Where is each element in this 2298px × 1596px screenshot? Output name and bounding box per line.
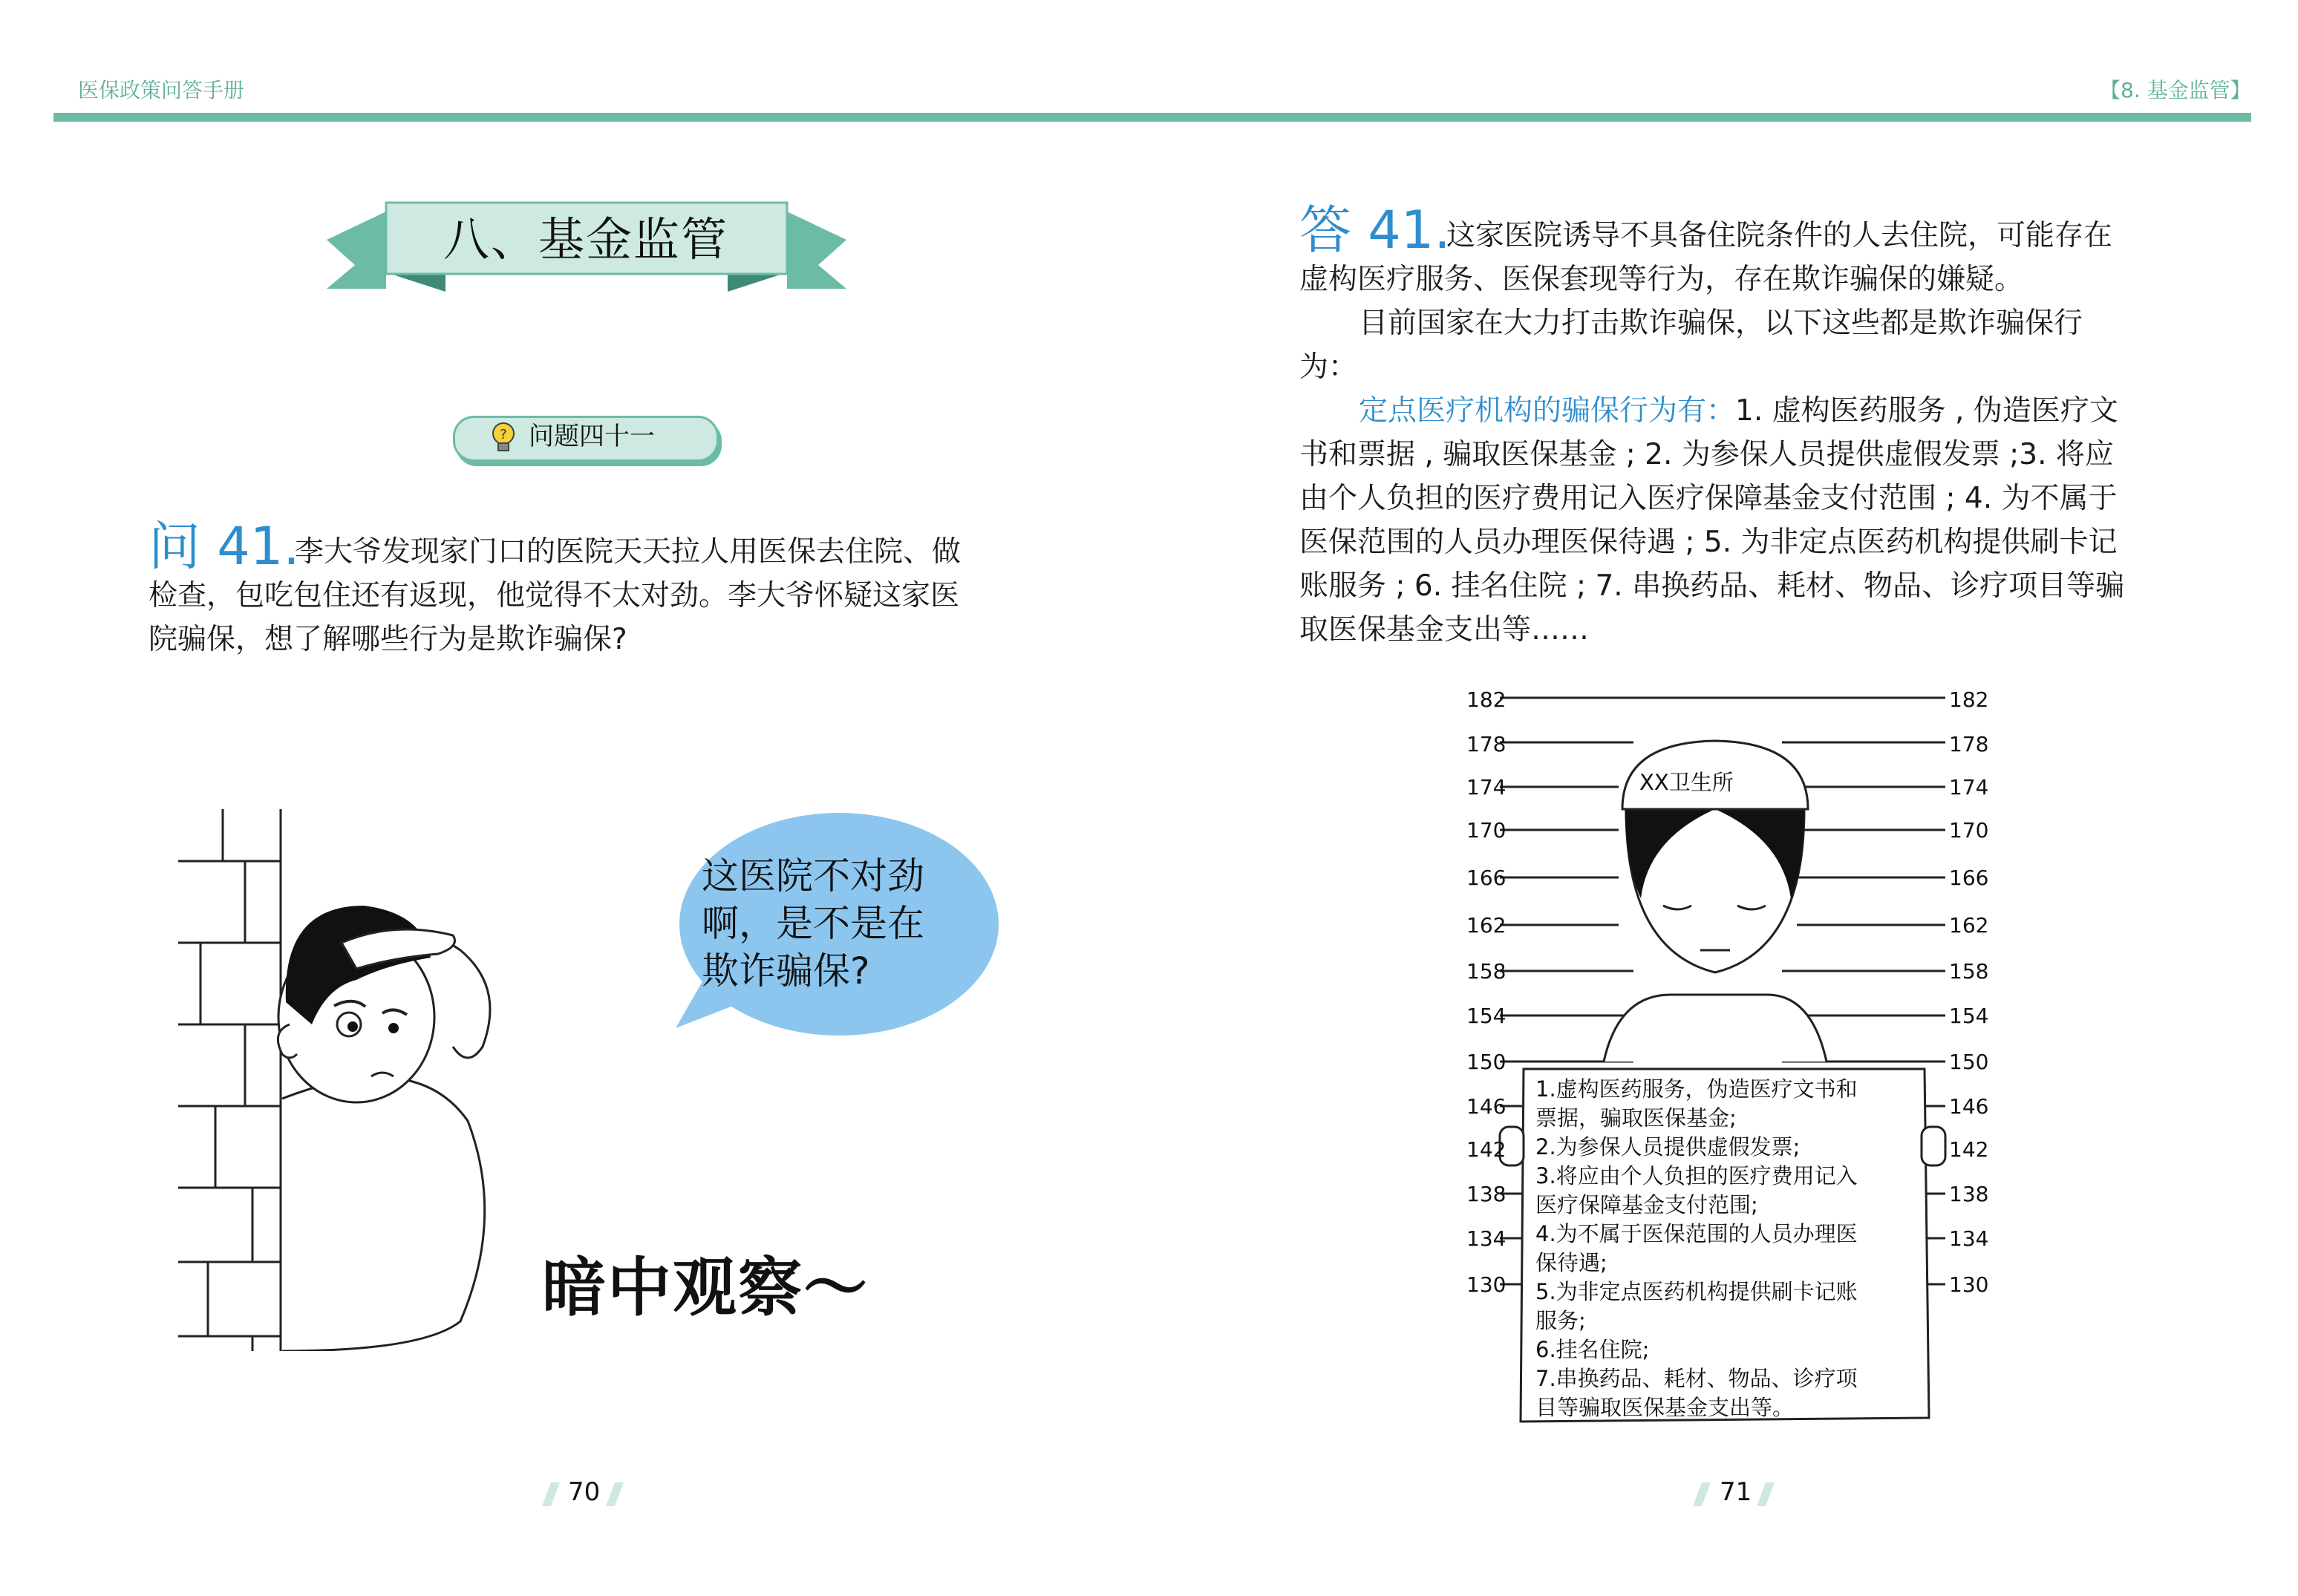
answer-line-4: 为： — [1299, 350, 1358, 384]
sign-line: 6.挂名住院; — [1535, 1337, 1650, 1362]
header-section-label: 【8. 基金监管】 — [2100, 78, 2251, 102]
sign-line: 5.为非定点医药机构提供刷卡记账 — [1535, 1279, 1858, 1304]
sign-line: 保待遇; — [1535, 1250, 1607, 1275]
question-line-1: 李大爷发现家门口的医院天天拉人用医保去住院、做 — [295, 535, 962, 569]
fraud-list-line-3: 由个人负担的医疗费用记入医疗保障基金支付范围 ; 4. 为不属于 — [1299, 482, 2118, 515]
answer-line-3: 目前国家在大力打击欺诈骗保，以下这些都是欺诈骗保行 — [1359, 307, 2083, 340]
svg-text:?: ? — [500, 427, 507, 442]
height-mark-right: 146 — [1949, 1094, 1989, 1119]
fraud-list-line-1: 1. 虚构医药服务 , 伪造医疗文 — [1735, 394, 2118, 428]
height-mark-left: 142 — [1466, 1137, 1507, 1162]
height-mark-right: 138 — [1949, 1182, 1989, 1206]
question-tag-label: 问题四十一 — [529, 422, 655, 451]
height-mark-left: 162 — [1466, 913, 1507, 938]
height-mark-right: 134 — [1949, 1226, 1989, 1251]
height-mark-left: 134 — [1466, 1226, 1507, 1251]
bubble-line-1: 这医院不对劲 — [702, 854, 924, 897]
height-mark-left: 150 — [1466, 1050, 1507, 1074]
fraud-list-first-line — [1359, 389, 2118, 433]
height-mark-left: 166 — [1466, 866, 1507, 890]
fraud-list-line-2: 书和票据 , 骗取医保基金 ; 2. 为参保人员提供虚假发票 ;3. 将应 — [1299, 438, 2114, 471]
height-mark-right: 182 — [1949, 687, 1989, 712]
lightbulb-icon — [489, 420, 518, 454]
height-mark-right: 170 — [1949, 818, 1989, 843]
fraud-list-lead: 定点医疗机构的骗保行为有： — [1359, 394, 1736, 428]
question-number: 问 41. — [148, 516, 300, 577]
answer-line-2: 虚构医疗服务、医保套现等行为，存在欺诈骗保的嫌疑。 — [1299, 263, 2024, 296]
answer-line-1: 这家医院诱导不具备住院条件的人去住院，可能存在 — [1446, 219, 2113, 252]
height-mark-right: 158 — [1949, 959, 1989, 984]
height-mark-right: 150 — [1949, 1050, 1989, 1074]
sign-line: 1.虚构医药服务，伪造医疗文书和 — [1535, 1076, 1858, 1102]
question-line-2: 检查，包吃包住还有返现，他觉得不太对劲。李大爷怀疑这家医 — [148, 579, 960, 612]
chapter-title: 八、基金监管 — [443, 212, 728, 266]
height-mark-right: 178 — [1949, 732, 1989, 756]
cap-label: XX卫生所 — [1639, 770, 1734, 795]
question-line-3: 院骗保，想了解哪些行为是欺诈骗保? — [148, 623, 627, 656]
sign-line: 服务; — [1535, 1308, 1586, 1333]
height-mark-left: 170 — [1466, 818, 1507, 843]
height-mark-left: 178 — [1466, 732, 1507, 756]
height-mark-right: 154 — [1949, 1004, 1989, 1028]
sign-line: 7.串换药品、耗材、物品、诊疗项 — [1535, 1366, 1858, 1391]
height-mark-right: 174 — [1949, 775, 1989, 799]
bubble-line-3: 欺诈骗保? — [702, 949, 870, 992]
height-mark-left: 138 — [1466, 1182, 1507, 1206]
page-number-right: 71 — [1720, 1477, 1752, 1507]
height-mark-left: 146 — [1466, 1094, 1507, 1119]
sign-line: 4.为不属于医保范围的人员办理医 — [1535, 1221, 1858, 1246]
height-mark-right: 166 — [1949, 866, 1989, 890]
illustration-caption: 暗中观察～ — [542, 1251, 869, 1325]
sign-line: 2.为参保人员提供虚假发票; — [1535, 1134, 1801, 1160]
header-divider — [53, 113, 2251, 122]
height-mark-left: 182 — [1466, 687, 1507, 712]
height-mark-right: 162 — [1949, 913, 1989, 938]
bubble-line-2: 啊，是不是在 — [702, 902, 924, 945]
speech-bubble-text — [702, 852, 969, 995]
fraud-list-line-6: 取医保基金支出等…… — [1299, 613, 1590, 647]
answer-number: 答 41. — [1299, 200, 1451, 261]
page-number-left: 70 — [568, 1477, 601, 1507]
sign-line: 医疗保障基金支付范围; — [1535, 1192, 1758, 1217]
fraud-list-line-5: 账服务 ; 6. 挂名住院 ; 7. 串换药品、耗材、物品、诊疗项目等骗 — [1299, 569, 2125, 603]
height-mark-right: 142 — [1949, 1137, 1989, 1162]
height-mark-right: 130 — [1949, 1272, 1989, 1297]
sign-line: 票据，骗取医保基金; — [1535, 1105, 1737, 1131]
height-mark-left: 158 — [1466, 959, 1507, 984]
sign-line: 3.将应由个人负担的医疗费用记入 — [1535, 1163, 1858, 1188]
sign-line: 目等骗取医保基金支出等。 — [1535, 1395, 1795, 1420]
fraud-list-line-4: 医保范围的人员办理医保待遇 ; 5. 为非定点医药机构提供刷卡记 — [1299, 526, 2118, 559]
header-book-title: 医保政策问答手册 — [78, 78, 245, 102]
sign-board-text — [1535, 1075, 1907, 1422]
height-mark-left: 174 — [1466, 775, 1507, 799]
height-mark-left: 154 — [1466, 1004, 1507, 1028]
height-mark-left: 130 — [1466, 1272, 1507, 1297]
